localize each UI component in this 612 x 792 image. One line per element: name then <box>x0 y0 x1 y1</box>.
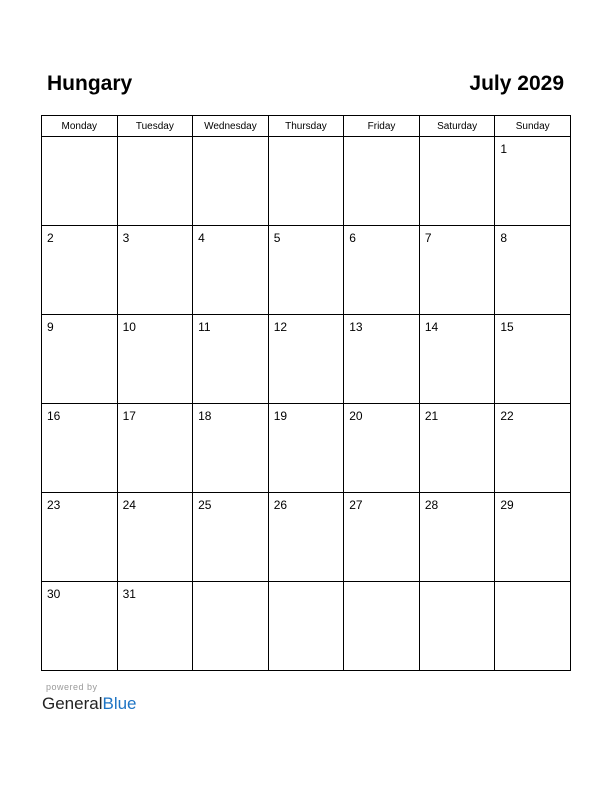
day-cell <box>42 137 118 226</box>
day-number: 10 <box>122 320 136 334</box>
day-cell <box>117 137 193 226</box>
weekday-header: Monday <box>42 116 118 137</box>
day-number <box>193 137 268 142</box>
day-number: 29 <box>500 498 514 512</box>
day-number: 12 <box>273 320 288 334</box>
day-cell <box>193 493 269 582</box>
day-number <box>269 582 344 587</box>
day-cell <box>268 493 344 582</box>
day-number <box>118 137 193 142</box>
day-cell <box>193 226 269 315</box>
day-number: 31 <box>122 587 136 601</box>
day-cell <box>42 226 118 315</box>
day-cell <box>419 315 495 404</box>
day-number: 19 <box>273 409 288 423</box>
day-cell <box>495 137 571 226</box>
day-number: 15 <box>500 320 514 334</box>
day-cell <box>117 582 193 671</box>
day-number: 28 <box>424 498 439 512</box>
day-cell <box>419 226 495 315</box>
day-cell <box>268 226 344 315</box>
day-number <box>420 137 495 142</box>
day-cell <box>193 582 269 671</box>
weekday-header-row <box>42 116 571 137</box>
day-cell <box>42 582 118 671</box>
day-cell <box>268 137 344 226</box>
month-year-title: July 2029 <box>469 72 564 95</box>
weekday-header: Tuesday <box>117 116 193 137</box>
day-number: 6 <box>349 231 356 245</box>
weekday-header: Wednesday <box>193 116 269 137</box>
week-row <box>42 137 571 226</box>
weekday-header: Sunday <box>495 116 571 137</box>
day-number <box>344 137 419 142</box>
day-number: 25 <box>198 498 212 512</box>
day-number: 23 <box>47 498 61 512</box>
day-cell <box>193 404 269 493</box>
week-row <box>42 315 571 404</box>
day-number: 21 <box>424 409 439 423</box>
day-cell <box>268 404 344 493</box>
logo-text-blue: Blue <box>102 694 137 713</box>
powered-by-text: powered by <box>46 682 98 692</box>
day-number <box>495 582 570 587</box>
day-cell <box>193 137 269 226</box>
day-cell <box>495 493 571 582</box>
week-row <box>42 226 571 315</box>
weekday-header: Friday <box>344 116 420 137</box>
day-cell <box>42 493 118 582</box>
day-number: 2 <box>47 231 54 245</box>
day-number: 9 <box>47 320 54 334</box>
day-cell <box>42 315 118 404</box>
day-cell <box>344 315 420 404</box>
calendar-grid <box>41 115 571 671</box>
week-row <box>42 493 571 582</box>
day-cell <box>42 404 118 493</box>
day-number: 4 <box>198 231 205 245</box>
day-number: 7 <box>424 231 432 245</box>
generalblue-logo[interactable] <box>42 694 137 714</box>
day-cell <box>193 315 269 404</box>
week-row <box>42 404 571 493</box>
day-number: 18 <box>198 409 212 423</box>
day-cell <box>344 137 420 226</box>
day-cell <box>268 315 344 404</box>
day-number: 16 <box>47 409 61 423</box>
day-cell <box>419 493 495 582</box>
day-number <box>269 137 344 142</box>
day-number: 14 <box>424 320 439 334</box>
day-number: 3 <box>122 231 130 245</box>
day-cell <box>419 404 495 493</box>
day-cell <box>495 582 571 671</box>
weekday-header: Thursday <box>268 116 344 137</box>
day-number: 13 <box>349 320 363 334</box>
day-cell <box>419 137 495 226</box>
weekday-header: Saturday <box>419 116 495 137</box>
day-cell <box>495 315 571 404</box>
day-number: 11 <box>198 320 211 334</box>
day-number: 1 <box>500 142 508 156</box>
day-number: 24 <box>122 498 136 512</box>
day-number: 27 <box>349 498 363 512</box>
day-cell <box>117 315 193 404</box>
day-cell <box>344 226 420 315</box>
day-number <box>193 582 268 587</box>
day-number <box>42 137 117 142</box>
day-number <box>344 582 419 587</box>
logo-text-general: General <box>42 694 103 713</box>
day-cell <box>117 493 193 582</box>
day-cell <box>419 582 495 671</box>
day-cell <box>117 404 193 493</box>
day-number: 30 <box>47 587 61 601</box>
day-number: 5 <box>273 231 281 245</box>
day-cell <box>268 582 344 671</box>
day-cell <box>344 582 420 671</box>
day-number: 22 <box>500 409 514 423</box>
day-number: 17 <box>122 409 136 423</box>
country-title: Hungary <box>47 72 133 95</box>
week-row <box>42 582 571 671</box>
day-number: 8 <box>500 231 508 245</box>
day-cell <box>344 404 420 493</box>
day-cell <box>117 226 193 315</box>
day-cell <box>495 226 571 315</box>
day-number <box>420 582 495 587</box>
day-cell <box>344 493 420 582</box>
day-cell <box>495 404 571 493</box>
day-number: 26 <box>273 498 288 512</box>
day-number: 20 <box>349 409 363 423</box>
